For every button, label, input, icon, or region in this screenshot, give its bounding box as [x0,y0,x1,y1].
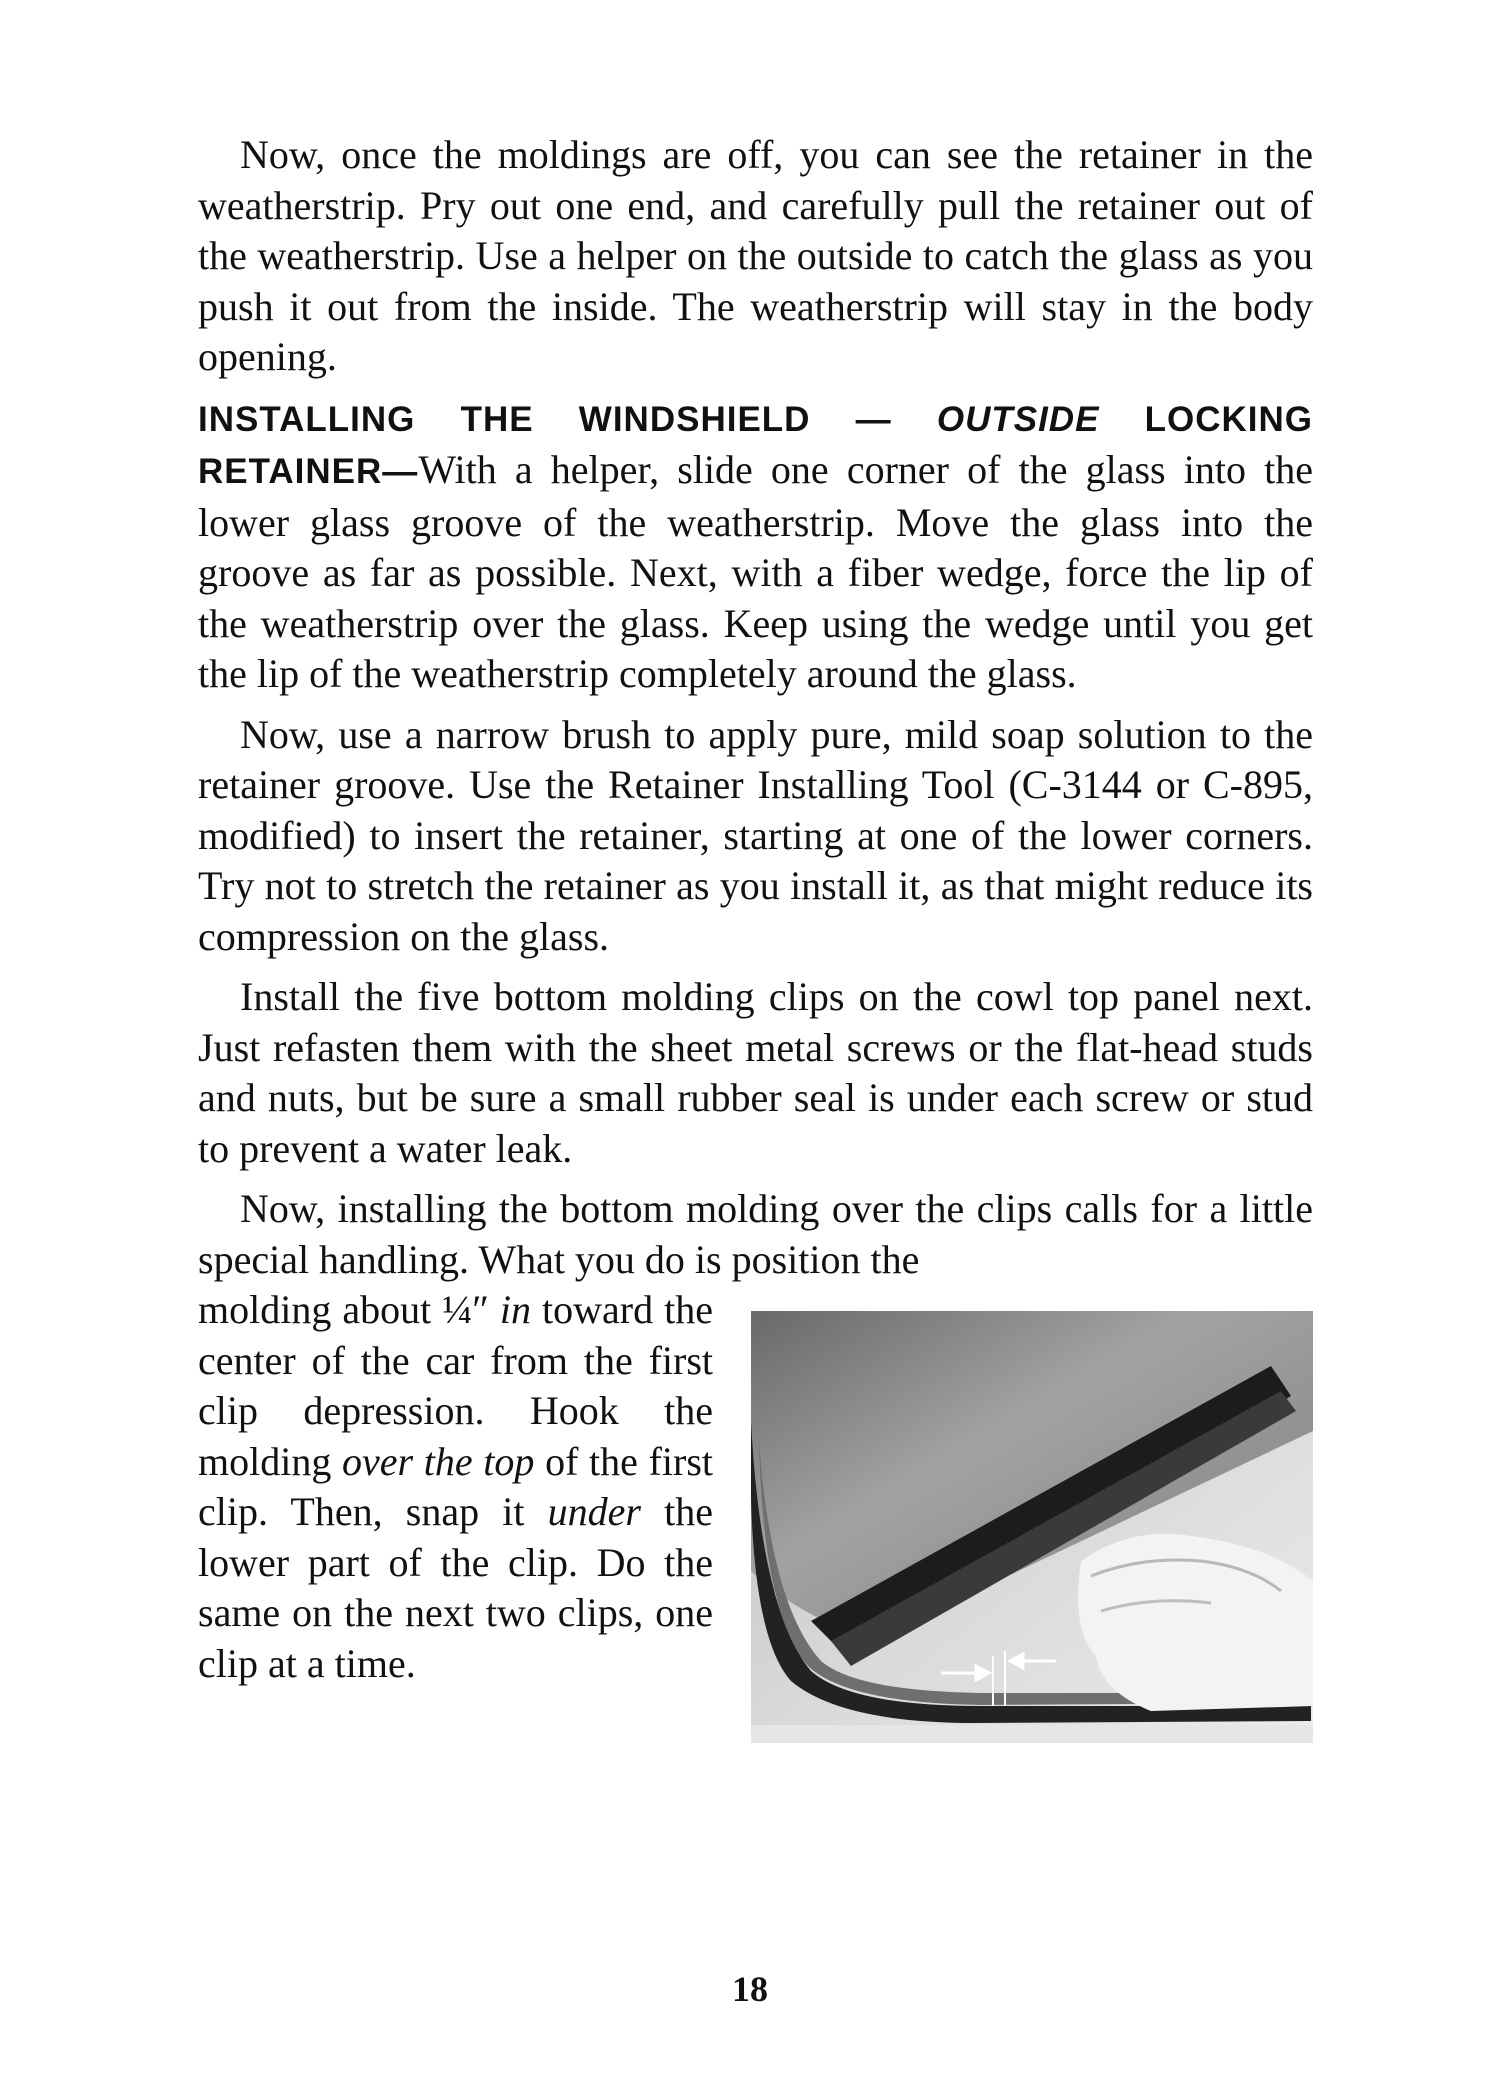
section-body: With a helper, slide one corner of the glass into the lower glass groove of the weatherstrip. Move the glass into the groove as far as possible. Next, with a fiber wedge, force the lip of the weatherstrip over the glass. Keep using the wedge until you get the lip of the weatherstrip completely around the glass. [198,447,1313,696]
paragraph-molding: Now, installing the bottom molding over the clips calls for a little special handling. What you do is position the [198,1186,1313,1282]
wrapped-section [198,1285,1313,1805]
paragraph-removal: Now, once the moldings are off, you can see the retainer in the weatherstrip. Pry out one end, and carefully pull the retainer out of the weatherstrip. Use a helper on the outside to catch the glass as you push it out from the inside. The weatherstrip will stay in the body opening. [198,132,1313,379]
paragraph-installing [198,393,1313,700]
body-text [198,130,1313,1805]
windshield-molding-photo [751,1311,1313,1743]
section-heading: INSTALLING THE WINDSHIELD — OUTSIDE LOCKING RETAINER— [198,399,1314,491]
page-number: 18 [732,1969,768,2009]
paragraph-soap: Now, use a narrow brush to apply pure, mild soap solution to the retainer groove. Use the Retainer Installing Tool (C-3144 or C-895, modified) to insert the retainer, starting at one of the lower corners. Try not to stretch the retainer as you install it, as that might reduce its compression on the glass. [198,711,1313,959]
paragraph-clips: Install the five bottom molding clips on the cowl top panel next. Just refasten them with the sheet metal screws or the flat-head studs and nuts, but be sure a small rubber seal is under each screw or stud to prevent a water leak. [198,974,1313,1171]
paragraph-molding-continued: molding about ¼″ in toward the center of the car from the first clip depression. Hook the molding over the top of the first clip. Then, snap it under the lower part of the clip. Do the same on the next two clips, one clip at a time. [198,1287,714,1686]
